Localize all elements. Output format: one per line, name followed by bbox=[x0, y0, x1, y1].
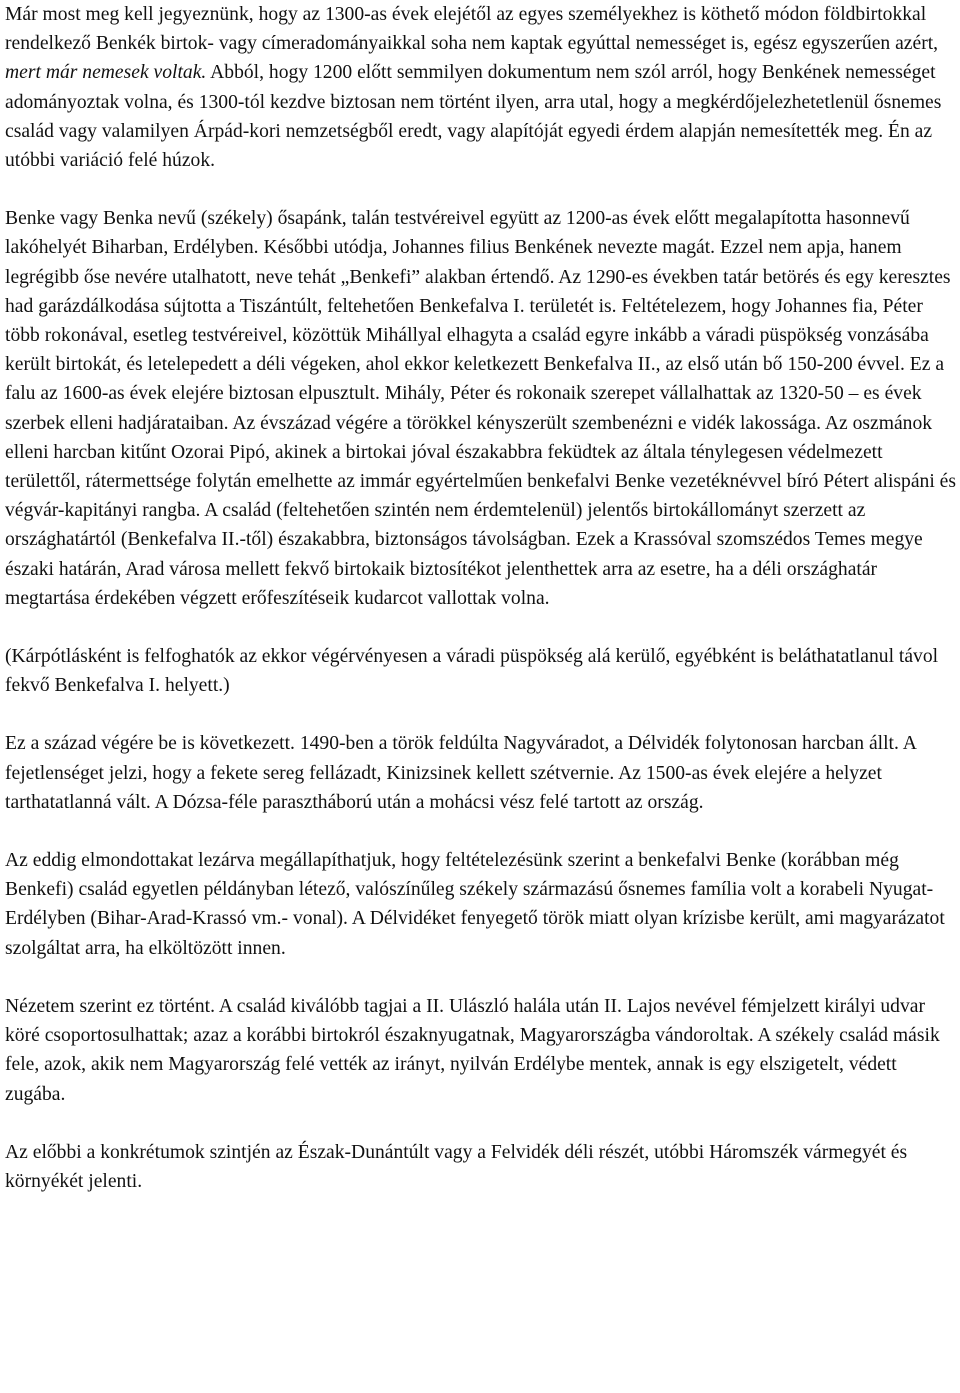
paragraph-family-history: Benke vagy Benka nevű (székely) ősapánk, talán testvéreivel együtt az 1200-as évek előtt megalapította hasonnevű lakóhelyét Biharban, Erdélyben. Későbbi utódja, Johannes filius Benkének nevezte magát. Ezzel nem apja, hanem legrégibb őse nevére utalhatott, neve tehát „Benkefi” alakban értendő. Az 1290-es években tatár betörés és egy keresztes had garázdálkodása sújtotta a Tiszántúlt, feltehetően Benkefalva I. területét is. Feltételezem, hogy Johannes fia, Péter több rokonával, esetleg testvéreivel, közöttük Mihállyal elhagyta a család egyre inkább a váradi püspökség vonzásába került birtokát, és letelepedett a déli végeken, ahol ekkor keletkezett Benkefalva II., az első után bő 150-200 évvel. Ez a falu az 1600-as évek elejére biztosan elpusztult. Mihály, Péter és rokonaik szerepet vállalhattak az 1320-50 – es évek szerbek elleni hadjárataiban. Az évszázad végére a törökkel kényszerült szembenézni e vidék lakossága. Az oszmánok elleni harcban kitűnt Ozorai Pipó, akinek a birtokai jóval északabbra feküdtek az általa ténylegesen védelmezett területtől, rátermettsége folytán emelhette az immár egyértelműen benkefalvi Benke vezetéknévvel bíró Pétert alispáni és végvár-kapitányi rangba. A család (feltehetően szintén nem érdemtelenül) jelentős birtokállományt szerzett az országhatártól (Benkefalva II.-től) északabbra, biztonságos távolságban. Ezek a Krassóval szomszédos Temes megye északi határán, Arad városa mellett fekvő birtokaik biztosítékot jelenthettek arra az esetre, ha a déli országhatár megtartása érdekében végzett erőfeszítéseik kudarcot vallottak volna. bbox=[5, 208, 956, 609]
paragraph-compensation-note: (Kárpótlásként is felfoghatók az ekkor végérvényesen a váradi püspökség alá kerülő, egyébként is beláthatatlanul távol fekvő Benkefalva I. helyett.) bbox=[5, 646, 939, 697]
paragraph-regions: Az előbbi a konkrétumok szintjén az Észak-Dunántúlt vagy a Felvidék déli részét, utóbbi Háromszék vármegyét és környékét jelenti. bbox=[5, 1141, 908, 1192]
paragraph-nobility-origin bbox=[5, 0, 957, 175]
document-page bbox=[5, 0, 957, 1196]
paragraph-century-end: Ez a század végére be is következett. 1490-ben a török feldúlta Nagyváradot, a Délvidék folytonosan harcban állt. A fejetlenséget jelzi, hogy a fekete sereg fellázadt, Kinizsinek kellett szétvernie. Az 1500-as évek elejére a helyzet tarthatatlanná vált. A Dózsa-féle parasztháború után a mohácsi vész felé tartott az ország. bbox=[5, 733, 916, 813]
paragraph-text: Abból, hogy 1200 előtt semmilyen dokumentum nem szól arról, hogy Benkének nemességet adományoztak volna, és 1300-tól kezdve biztosan nem történt ilyen, arra utal, hogy a megkérdőjelezhetetlenül ősnemes család vagy valamilyen Árpád-kori nemzetségből eredt, vagy alapítóját egyedi érdem alapján nemesítették meg. Én az utóbbi variáció felé húzok. bbox=[5, 62, 942, 172]
italic-emphasis: mert már nemesek voltak. bbox=[5, 62, 207, 84]
paragraph-migration: Nézetem szerint ez történt. A család kiválóbb tagjai a II. Ulászló halála után II. Lajos nevével fémjelzett királyi udvar köré csoportosulhattak; azaz a korábbi birtokról északnyugatnak, Magyarországba vándoroltak. A székely család másik fele, azok, akik nem Magyarország felé vették az irányt, nyilván Erdélybe mentek, annak is egy elszigetelt, védett zugába. bbox=[5, 995, 940, 1105]
paragraph-conclusion: Az eddig elmondottakat lezárva megállapíthatjuk, hogy feltételezésünk szerint a benkefalvi Benke (korábban még Benkefi) család egyetlen példányban létező, valószínűleg székely származású ősnemes família volt a korabeli Nyugat-Erdélyben (Bihar-Arad-Krassó vm.- vonal). A Délvidéket fenyegető török miatt olyan krízisbe került, ami magyarázatot szolgáltat arra, ha elköltözött innen. bbox=[5, 850, 945, 959]
paragraph-text: Már most meg kell jegyeznünk, hogy az 1300-as évek elejétől az egyes személyekhez is köthető módon földbirtokkal rendelkező Benkék birtok- vagy címeradományaikkal soha nem kaptak egyúttal nemességet is, egész egyszerűen azért, bbox=[5, 4, 939, 55]
